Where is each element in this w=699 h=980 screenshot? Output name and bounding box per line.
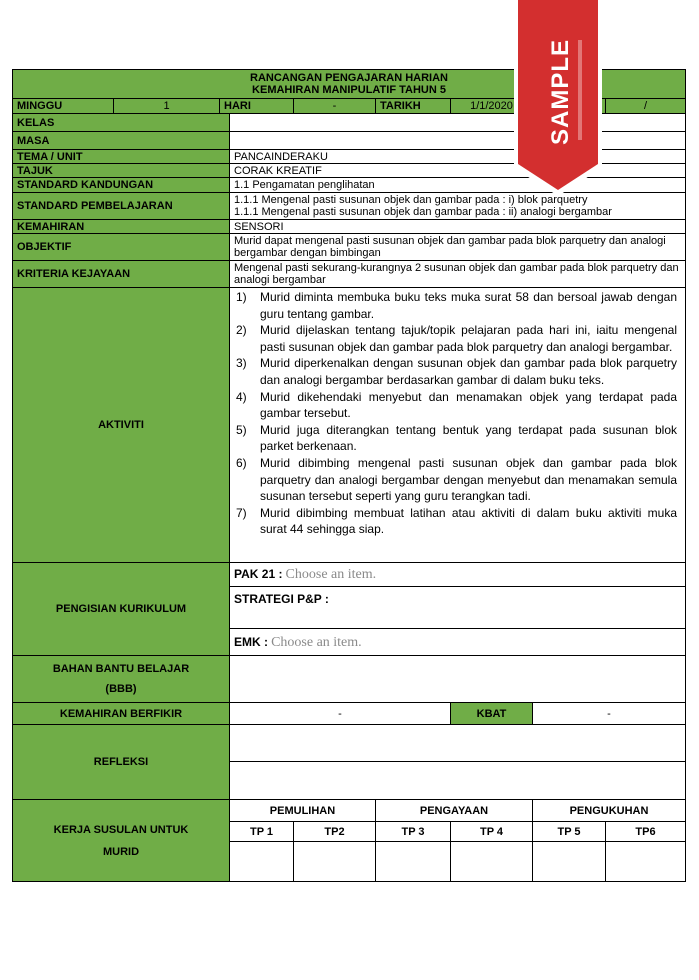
list-item: 5) Murid juga diterangkan tentang bentuk yang terdapat pada susunan blok parket berkenaan. — [236, 422, 678, 454]
tp5-cell[interactable] — [533, 842, 606, 882]
tp4-cell[interactable] — [451, 842, 533, 882]
tp1-header: TP 1 — [230, 822, 294, 842]
standard-kandungan-value: 1.1 Pengamatan penglihatan — [230, 178, 686, 193]
kemahiran-value: SENSORI — [230, 220, 686, 234]
kemahiran-berfikir-value: - — [230, 703, 451, 725]
pengayaan-header: PENGAYAAN — [376, 800, 533, 822]
standard-pembelajaran-label: STANDARD PEMBELAJARAN — [13, 193, 230, 220]
kerja-susulan-line-2: MURID — [102, 845, 140, 858]
tajuk-value: CORAK KREATIF — [230, 164, 686, 178]
kbat-value: - — [533, 703, 686, 725]
tp6-cell[interactable] — [606, 842, 686, 882]
kemahiran-label: KEMAHIRAN — [13, 220, 230, 234]
aktiviti-list — [236, 289, 681, 538]
list-item: 4) Murid dikehendaki menyebut dan menamakan objek yang terdapat pada gambar tersebut. — [236, 389, 678, 421]
tp5-header: TP 5 — [533, 822, 606, 842]
tema-value: PANCAINDERAKU — [230, 150, 686, 164]
kbat-label: KBAT — [451, 703, 533, 725]
sample-watermark — [512, 0, 604, 198]
tarikh-label: TARIKH — [376, 99, 451, 114]
sp-line-1: 1.1.1 Mengenal pasti susunan objek dan gambar pada : i) blok parquetry — [234, 194, 588, 206]
sp-line-2: 1.1.1 Mengenal pasti susunan objek dan gambar pada : ii) analogi bergambar — [234, 206, 612, 218]
bbb-value[interactable] — [230, 656, 686, 703]
masa-value[interactable] — [230, 132, 686, 150]
pengukuhan-header: PENGUKUHAN — [533, 800, 686, 822]
kelas-value[interactable] — [230, 114, 686, 132]
objektif-value: Murid dapat mengenal pasti susunan objek dan gambar pada blok parquetry dan analogi bergambar dengan bimbingan — [230, 234, 686, 261]
bbb-label — [13, 656, 230, 703]
kriteria-label: KRITERIA KEJAYAAN — [13, 261, 230, 288]
bbb-label-line-2: (BBB) — [105, 683, 137, 695]
pak21-dropdown[interactable]: Choose an item. — [285, 567, 377, 582]
strategi-label: STRATEGI P&P : — [234, 592, 329, 606]
kemahiran-berfikir-label: KEMAHIRAN BERFIKIR — [13, 703, 230, 725]
kerja-susulan-label — [13, 800, 230, 882]
watermark-stripe — [578, 40, 582, 140]
refleksi-line-2[interactable] — [230, 762, 686, 800]
strategi-field[interactable] — [230, 587, 686, 629]
watermark-text: SAMPLE — [547, 38, 574, 146]
bbb-label-line-1: BAHAN BANTU BELAJAR — [52, 663, 190, 675]
minggu-value: 1 — [114, 99, 220, 114]
hari-value: - — [294, 99, 376, 114]
refleksi-line-1[interactable] — [230, 725, 686, 762]
tp4-header: TP 4 — [451, 822, 533, 842]
masa-label: MASA — [13, 132, 230, 150]
kerja-susulan-line-1: KERJA SUSULAN UNTUK — [53, 823, 189, 836]
tp3-header: TP 3 — [376, 822, 451, 842]
refleksi-label: REFLEKSI — [13, 725, 230, 800]
aktiviti-content — [230, 288, 686, 563]
emk-label: EMK : — [234, 634, 268, 649]
pengisian-kurikulum-label: PENGISIAN KURIKULUM — [13, 563, 230, 656]
emk-dropdown[interactable]: Choose an item. — [271, 634, 362, 650]
pemulihan-header: PEMULIHAN — [230, 800, 376, 822]
list-item: 2) Murid dijelaskan tentang tajuk/topik pelajaran pada hari ini, iaitu mengenal pasti susunan objek dan gambar pada blok parquetry dan analogi bergambar. — [236, 323, 678, 354]
list-item: 6) Murid dibimbing mengenal pasti susunan objek dan gambar pada blok parquetry dan analogi bergambar dengan menyebut dan menamakan semula susunan tersebut seperti yang guru terangkan tadi. — [236, 455, 678, 504]
masa-short-value: / — [606, 99, 686, 114]
title-line-2: KEMAHIRAN MANIPULATIF TAHUN 5 — [252, 84, 446, 96]
pak21-field[interactable] — [230, 563, 686, 587]
tema-label: TEMA / UNIT — [13, 150, 230, 164]
minggu-label: MINGGU — [13, 99, 114, 114]
kelas-label: KELAS — [13, 114, 230, 132]
pak21-label: PAK 21 : — [234, 567, 283, 581]
tarikh-value: 1/1/2020 — [451, 99, 533, 114]
list-item: 7) Murid dibimbing membuat latihan atau aktiviti di dalam buku aktiviti muka surat 44 sehingga siap. — [236, 505, 678, 537]
tp3-cell[interactable] — [376, 842, 451, 882]
list-item: 1) Murid diminta membuka buku teks muka surat 58 dan bersoal jawab dengan guru tentang gambar. — [236, 290, 678, 321]
tp2-header: TP2 — [294, 822, 376, 842]
standard-pembelajaran-value — [230, 193, 686, 220]
emk-field[interactable] — [230, 629, 686, 656]
kriteria-value: Mengenal pasti sekurang-kurangnya 2 susunan objek dan gambar pada blok parquetry dan analogi bergambar — [230, 261, 686, 288]
tajuk-label: TAJUK — [13, 164, 230, 178]
hari-label: HARI — [220, 99, 294, 114]
list-item: 3) Murid diperkenalkan dengan susunan objek dan gambar pada blok parquetry dan analogi bergambar berdasarkan gambar di dalam buku teks. — [236, 356, 678, 387]
tp6-header: TP6 — [606, 822, 686, 842]
objektif-label: OBJEKTIF — [13, 234, 230, 261]
title-line-1: RANCANGAN PENGAJARAN HARIAN — [250, 72, 449, 84]
aktiviti-label: AKTIVITI — [13, 288, 230, 563]
tp2-cell[interactable] — [294, 842, 376, 882]
tp1-cell[interactable] — [230, 842, 294, 882]
standard-kandungan-label: STANDARD KANDUNGAN — [13, 178, 230, 193]
